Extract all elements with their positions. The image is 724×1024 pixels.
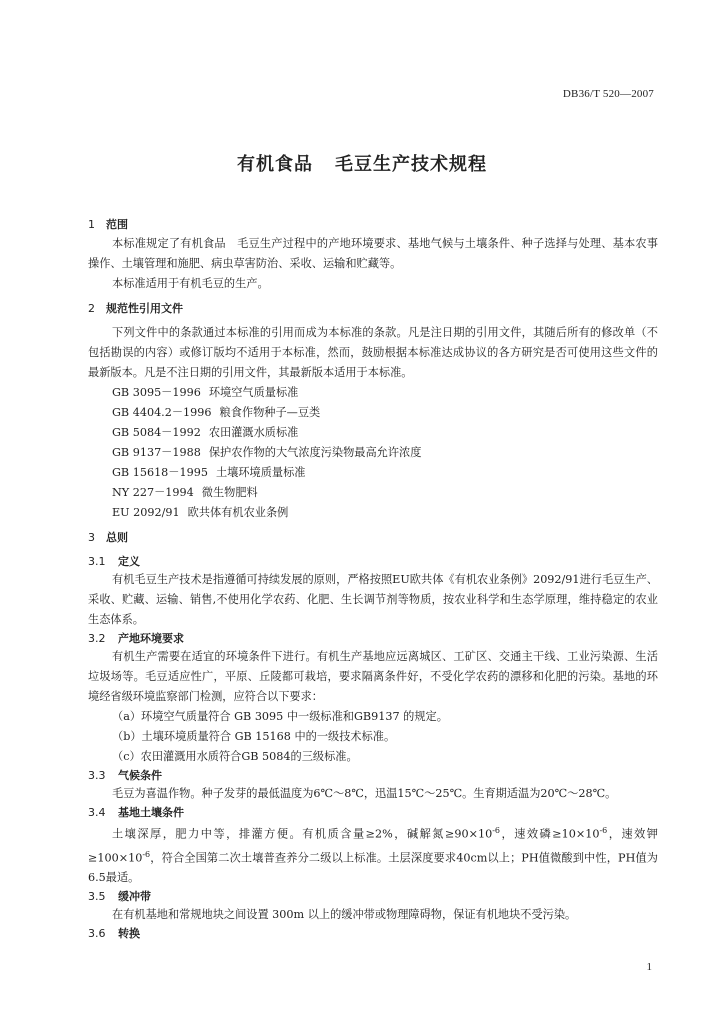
reference-item	[88, 403, 658, 423]
subsection-title: 气候条件	[118, 769, 162, 782]
reference-item	[88, 483, 658, 503]
subsection-number: 3.2	[88, 632, 106, 645]
section-title: 总则	[106, 531, 128, 544]
reference-name: 农田灌溉水质标准	[208, 426, 299, 439]
requirement-item: （b）土壤环境质量符合 GB 15168 中的一级技术标准。	[112, 730, 396, 743]
page-number: 1	[646, 961, 652, 973]
superscript: -6	[599, 826, 608, 835]
section-title: 范围	[106, 218, 128, 231]
reference-name: 欧共体有机农业条例	[187, 506, 289, 519]
subsection-3-1-heading	[88, 553, 658, 570]
subsection-3-3-paragraph: 毛豆为喜温作物。种子发芽的最低温度为6℃～8℃，迅温15℃～25℃。生育期适温为20℃～28℃。	[112, 787, 617, 800]
section-number: 1	[88, 218, 95, 231]
reference-code: GB 5084－1992	[112, 426, 201, 439]
subsection-number: 3.6	[88, 927, 106, 941]
reference-name: 保护农作物的大气浓度污染物最高允许浓度	[208, 446, 422, 459]
subsection-title: 缓冲带	[118, 890, 151, 904]
section-number: 2	[88, 302, 95, 315]
section-1-heading	[88, 216, 658, 234]
soil-text-b: ，速效磷≥10×10	[500, 827, 600, 841]
soil-text-d: ，符合全国第二次土壤普查养分二级以上标准。土层深度要求40cm以上；PH值微酸到中性，PH值为6.5最适。	[88, 851, 658, 885]
subsection-number: 3.4	[88, 806, 106, 819]
section-1-paragraph-2: 本标准适用于有机毛豆的生产。	[112, 277, 269, 290]
section-number: 3	[88, 531, 95, 544]
subsection-number: 3.3	[88, 769, 106, 782]
requirement-item: （a）环境空气质量符合 GB 3095 中一级标准和GB9137 的规定。	[112, 710, 448, 723]
reference-name: 环境空气质量标准	[208, 386, 299, 399]
reference-code: GB 9137－1988	[112, 446, 201, 459]
reference-code: GB 3095－1996	[112, 386, 201, 399]
soil-text-c: ，速效钾≥100×10	[88, 827, 658, 865]
superscript: -6	[142, 849, 151, 859]
subsection-3-4-paragraph	[88, 821, 658, 888]
reference-name: 微生物肥料	[201, 486, 258, 499]
subsection-3-2-heading	[88, 630, 658, 647]
document-title	[0, 150, 724, 176]
superscript: -6	[492, 826, 501, 835]
title-part1: 有机食品	[237, 154, 313, 175]
subsection-3-2-paragraph: 有机生产需要在适宜的环境条件下进行。有机生产基地应远离城区、工矿区、交通主干线、工业污染源、生活垃圾场等。毛豆适应性广，平原、丘陵都可栽培，要求隔离条件好，不受化学农药的漂移和化肥的污染。基地的环境经省级环境监察部门检测，应符合以下要求：	[88, 650, 658, 703]
subsection-3-3-heading	[88, 767, 658, 784]
reference-item	[88, 423, 658, 443]
title-part2: 毛豆生产技术规程	[335, 154, 487, 175]
subsection-title: 定义	[118, 555, 140, 568]
section-2-heading	[88, 300, 658, 318]
subsection-3-5-heading	[88, 888, 658, 905]
subsection-number: 3.1	[88, 555, 106, 568]
soil-text-a: 土壤深厚，肥力中等，排灌方便。有机质含量≥2%，碱解氮≥90×10	[112, 827, 493, 841]
reference-code: GB 4404.2－1996	[112, 406, 212, 419]
reference-code: NY 227－1994	[112, 486, 194, 499]
standard-code: DB36/T 520—2007	[562, 88, 654, 100]
subsection-3-4-heading	[88, 804, 658, 821]
subsection-3-6-heading	[88, 925, 658, 942]
section-3-heading	[88, 529, 658, 547]
subsection-number: 3.5	[88, 890, 106, 904]
section-title: 规范性引用文件	[106, 302, 183, 315]
document-body	[88, 209, 658, 942]
section-2-paragraph-1: 下列文件中的条款通过本标准的引用而成为本标准的条款。凡是注日期的引用文件，其随后所有的修改单（不包括勘误的内容）或修订版均不适用于本标准，然而，鼓励根据本标准达成协议的各方研究是否可使用这些文件的最新版本。凡是不注日期的引用文件，其最新版本适用于本标准。	[88, 326, 658, 379]
subsection-3-1-paragraph: 有机毛豆生产技术是指遵循可持续发展的原则，严格按照EU欧共体《有机农业条例》2092/91进行毛豆生产、采收、贮藏、运输、销售,不使用化学农药、化肥、生长调节剂等物质，按农业科学和生态学原理，维持稳定的农业生态体系。	[88, 573, 658, 626]
reference-item	[88, 463, 658, 483]
reference-item	[88, 503, 658, 523]
subsection-title: 转换	[118, 927, 140, 941]
subsection-title: 基地土壤条件	[118, 806, 184, 819]
subsection-3-5-paragraph: 在有机基地和常规地块之间设置 300m 以上的缓冲带或物理障碍物，保证有机地块不受污染。	[112, 908, 577, 922]
requirement-item: （c）农田灌溉用水质符合GB 5084的三级标准。	[112, 750, 358, 763]
reference-item	[88, 383, 658, 403]
reference-name: 粮食作物种子—豆类	[219, 406, 321, 419]
reference-name: 土壤环境质量标准	[215, 466, 306, 479]
section-1-paragraph-1: 本标准规定了有机食品 毛豆生产过程中的产地环境要求、基地气候与土壤条件、种子选择与处理、基本农事操作、土壤管理和施肥、病虫草害防治、采收、运输和贮藏等。	[88, 237, 658, 270]
reference-item	[88, 443, 658, 463]
reference-code: EU 2092/91	[112, 506, 180, 519]
subsection-title: 产地环境要求	[118, 632, 184, 645]
reference-code: GB 15618－1995	[112, 466, 208, 479]
